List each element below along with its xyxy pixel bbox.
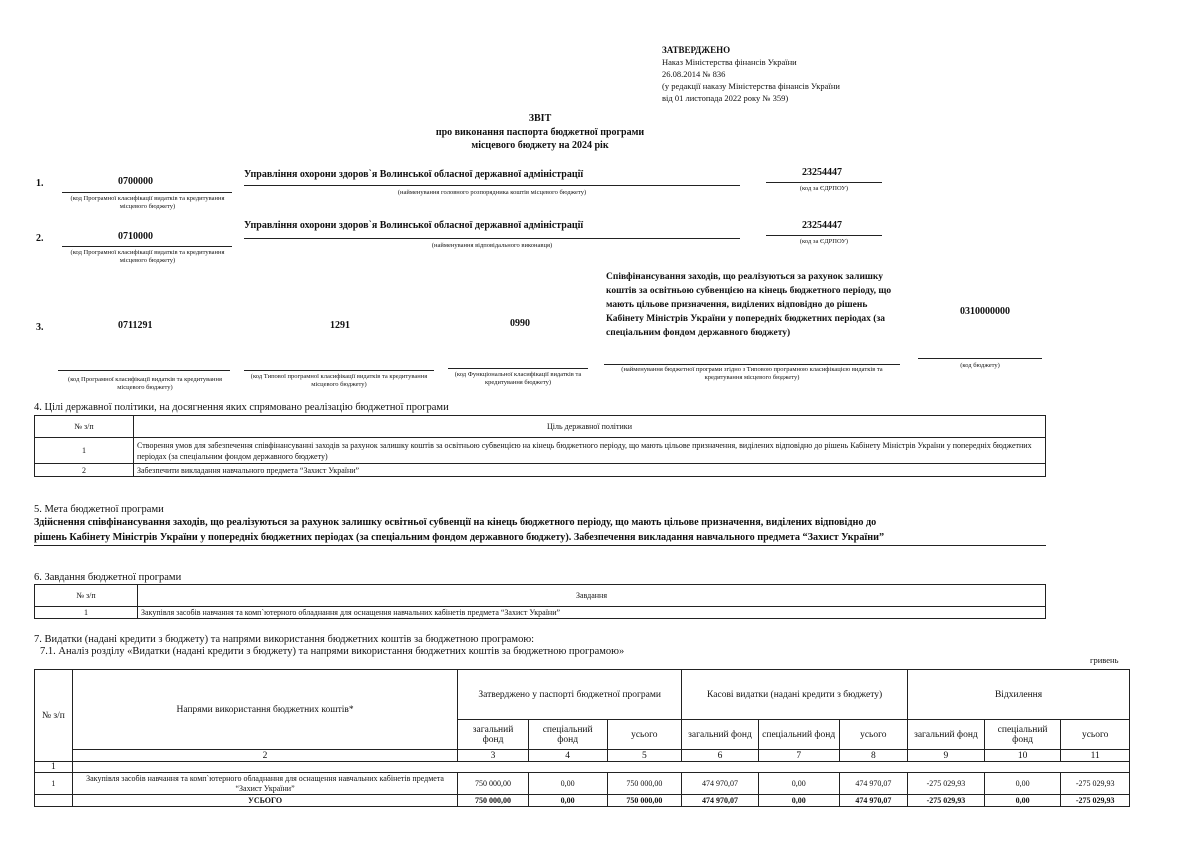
total-cell: 474 970,07 [839, 795, 908, 807]
column-number: 7 [758, 750, 839, 762]
program-code: 0710000 [118, 231, 153, 242]
column-header: Ціль державної політики [134, 416, 1046, 438]
column-number: 1 [35, 762, 73, 773]
section-number: 1. [36, 178, 44, 189]
report-title: ЗВІТ [528, 113, 552, 124]
program-code: 0711291 [118, 320, 153, 331]
program-name-caption: (найменування бюджетної програми згідно з Типовою програмною класифікацією видатків та кредитування місцевого бюджету) [621, 366, 883, 381]
column-header: № з/п [35, 585, 138, 607]
edrpou-caption: (код за ЄДРПОУ) [799, 238, 849, 245]
program-name: Співфінансування заходів, що реалізуються за рахунок залишку коштів за освітньою субвенцією на кінець бюджетного періоду, що мають цільове призначення, виділених відповідно до рішень Кабінету Міністрів України у попередніх бюджетних періодах (за спеціальним фондом державного бюджету) [606, 272, 892, 338]
functional-caption: (код Функціональної класифікації видатків та кредитування бюджету) [454, 371, 582, 386]
executor-name: Управління охорони здоров`я Волинської обласної державної адміністрації [244, 220, 584, 231]
column-header: спеціальний фонд [758, 720, 839, 750]
amount-cell: 750 000,00 [607, 773, 682, 795]
approval-line: (у редакції наказу Міністерства фінансів України [662, 81, 840, 91]
code-caption: (код Програмної класифікації видатків та кредитування місцевого бюджету) [70, 195, 225, 210]
column-number: 9 [908, 750, 985, 762]
section-number: 2. [36, 233, 44, 244]
budget-code: 0310000000 [960, 306, 1010, 317]
total-cell: -275 029,93 [908, 795, 985, 807]
column-header: Напрями використання бюджетних коштів* [72, 670, 457, 750]
section-subtitle: 7.1. Аналіз розділу «Видатки (надані кредити з бюджету) та напрями використання бюджетних коштів за бюджетною програмою» [40, 646, 625, 657]
goal-text: Створення умов для забезпечення співфінансуванні заходів за рахунок залишку коштів за освітньою субвенцією на кінець бюджетного періоду, що мають цільове призначення, виділених відповідно до рішень Кабінету Міністрів України у попередніх бюджетних періодах (за спеціальним фондом державного бюджету) [134, 438, 1046, 464]
column-number: 3 [458, 750, 529, 762]
row-number: 1 [35, 773, 73, 795]
section-title: 7. Видатки (надані кредити з бюджету) та напрями використання бюджетних коштів за бюджетною програмою: [34, 634, 535, 645]
budget-caption: (код бюджету) [960, 362, 1000, 369]
column-header: усього [607, 720, 682, 750]
amount-cell: 750 000,00 [458, 773, 529, 795]
edrpou-caption: (код за ЄДРПОУ) [799, 185, 849, 192]
column-header: загальний фонд [458, 720, 529, 750]
amount-cell: 474 970,07 [682, 773, 759, 795]
column-header: загальний фонд [682, 720, 759, 750]
code-caption: (код Програмної класифікації видатків та кредитування місцевого бюджету) [70, 249, 225, 264]
expenses-table [34, 669, 1130, 807]
program-goal: Здійснення співфінансування заходів, що реалізуються за рахунок залишку освітньої субвенції на кінець бюджетного періоду, що мають цільове призначення, виділених відповідно до [34, 517, 877, 528]
report-subtitle: місцевого бюджету на 2024 рік [471, 140, 609, 151]
column-number: 2 [72, 750, 457, 762]
functional-code: 0990 [510, 318, 530, 329]
total-cell: 750 000,00 [607, 795, 682, 807]
goals-table [34, 415, 1046, 477]
column-header: № з/п [35, 670, 73, 762]
total-cell: -275 029,93 [1061, 795, 1130, 807]
approval-line: Наказ Міністерства фінансів України [662, 57, 797, 67]
section-title: 6. Завдання бюджетної програми [34, 572, 182, 583]
task-text: Закупівля засобів навчання та комп`ютерного обладнання для оснащення навчальних кабінетів предмета “Захист України” [138, 607, 1046, 619]
column-number: 11 [1061, 750, 1130, 762]
manager-name: Управління охорони здоров`я Волинської обласної державної адміністрації [244, 169, 584, 180]
code-caption: (код Програмної класифікації видатків та кредитування місцевого бюджету) [68, 376, 222, 391]
table-row [35, 464, 1046, 477]
column-header: спеціальний фонд [984, 720, 1061, 750]
column-header: Касові видатки (надані кредити з бюджету) [682, 670, 908, 720]
typical-code: 1291 [330, 320, 350, 331]
total-cell: 0,00 [984, 795, 1061, 807]
row-number: 2 [35, 464, 134, 477]
section-title: 5. Мета бюджетної програми [34, 504, 164, 515]
amount-cell: 0,00 [984, 773, 1061, 795]
column-number: 10 [984, 750, 1061, 762]
column-header: спеціальний фонд [528, 720, 607, 750]
amount-cell: 474 970,07 [839, 773, 908, 795]
total-cell: 474 970,07 [682, 795, 759, 807]
table-row [35, 438, 1046, 464]
total-label: УСЬОГО [72, 795, 457, 807]
name-caption: (найменування головного розпорядника коштів місцевого бюджету) [397, 189, 587, 196]
total-row [35, 795, 1130, 807]
amount-cell: -275 029,93 [1061, 773, 1130, 795]
amount-cell: 0,00 [758, 773, 839, 795]
total-cell: 0,00 [758, 795, 839, 807]
total-cell: 750 000,00 [458, 795, 529, 807]
edrpou-code: 23254447 [802, 220, 842, 231]
goal-text: Забезпечити викладання навчального предмета “Захист України” [134, 464, 1046, 477]
column-header: усього [1061, 720, 1130, 750]
amount-cell: 0,00 [528, 773, 607, 795]
column-number: 6 [682, 750, 759, 762]
column-number: 5 [607, 750, 682, 762]
typical-caption: (код Типової програмної класифікації видатків та кредитування місцевого бюджету) [250, 373, 428, 388]
report-subtitle: про виконання паспорта бюджетної програми [435, 127, 645, 138]
column-number: 4 [528, 750, 607, 762]
column-header: загальний фонд [908, 720, 985, 750]
name-caption: (найменування відповідального виконавця) [431, 242, 553, 249]
row-number: 1 [35, 438, 134, 464]
column-header: Затверджено у паспорті бюджетної програми [458, 670, 682, 720]
column-header: усього [839, 720, 908, 750]
program-goal: рішень Кабінету Міністрів України у попередніх бюджетних періодах (за спеціальним фондом державного бюджету). Забезпечення викладання навчального предмета “Захист України” [34, 532, 885, 543]
tasks-table [34, 584, 1046, 619]
program-code: 0700000 [118, 176, 153, 187]
row-number: 1 [35, 607, 138, 619]
total-cell: 0,00 [528, 795, 607, 807]
direction-text: Закупівля засобів навчання та комп`ютерного обладнання для оснащення навчальних кабінетів предмета “Захист України” [72, 773, 457, 795]
table-row [35, 773, 1130, 795]
table-row [35, 607, 1046, 619]
unit-label: гривень [1090, 655, 1119, 665]
approval-line: від 01 листопада 2022 року № 359) [662, 93, 789, 103]
approval-line: 26.08.2014 № 836 [662, 69, 726, 79]
column-number: 8 [839, 750, 908, 762]
column-header: Відхилення [908, 670, 1130, 720]
section-title: 4. Цілі державної політики, на досягнення яких спрямовано реалізацію бюджетної програми [34, 402, 449, 413]
edrpou-code: 23254447 [802, 167, 842, 178]
column-header: Завдання [138, 585, 1046, 607]
approval-heading: ЗАТВЕРДЖЕНО [662, 45, 731, 55]
column-header: № з/п [35, 416, 134, 438]
section-number: 3. [36, 322, 44, 333]
amount-cell: -275 029,93 [908, 773, 985, 795]
